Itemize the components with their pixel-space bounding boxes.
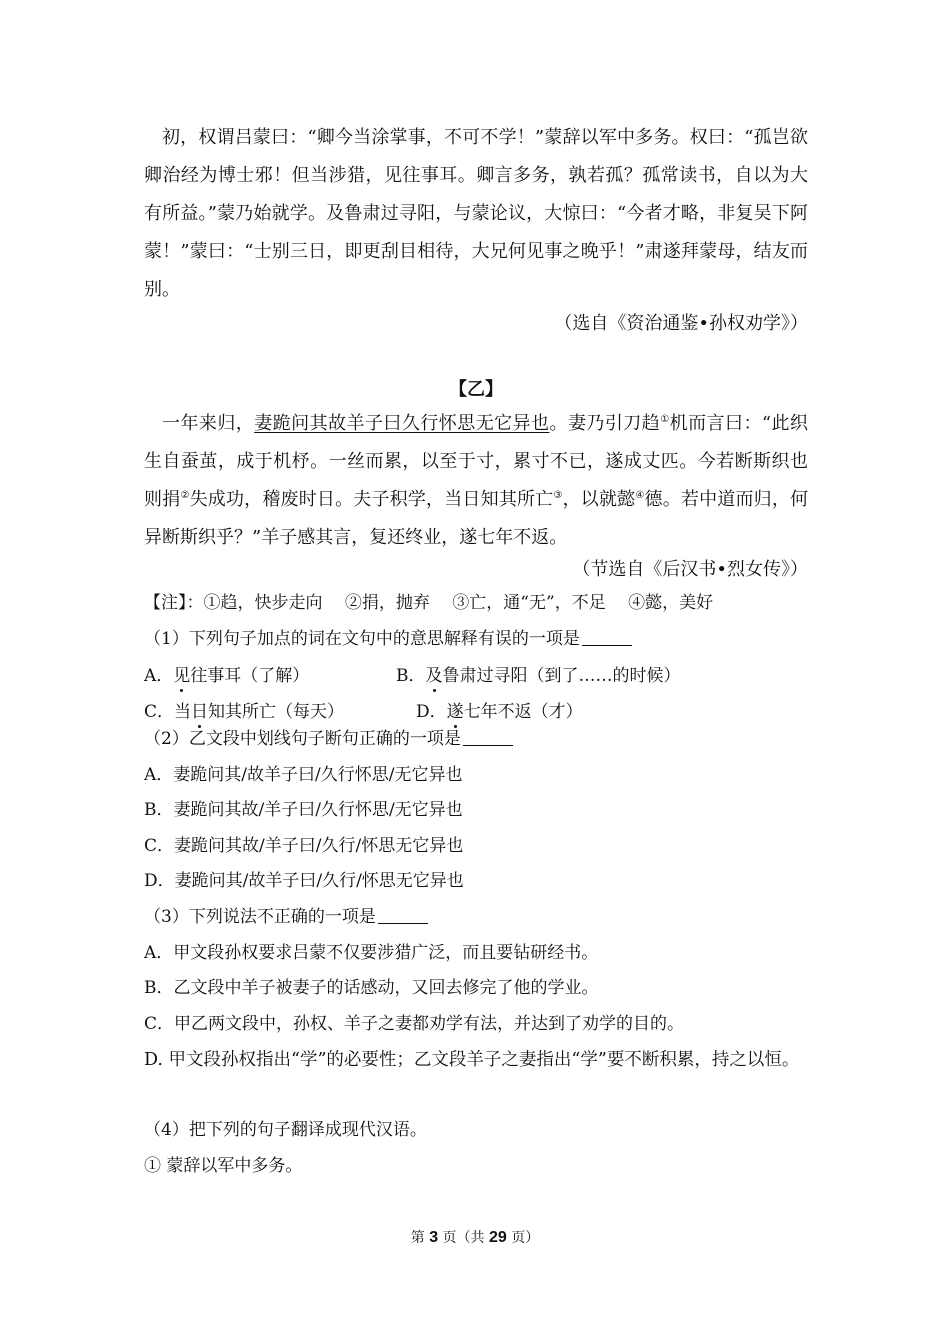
option-letter: B．	[396, 665, 426, 686]
page-number: 3	[429, 1229, 439, 1246]
question-2-option-b: B．妻跪问其故/羊子曰/久行怀思/无它异也	[144, 800, 463, 821]
note-marker-1: ①	[660, 414, 670, 425]
question-3-option-d: D. 甲文段孙权指出“学”的必要性；乙文段羊子之妻指出“学”要不断积累，持之以恒。	[144, 1050, 800, 1071]
question-3-stem	[144, 900, 808, 936]
question-4-stem: （4）把下列的句子翻译成现代汉语。	[144, 1120, 427, 1140]
note-marker-4: ④	[635, 490, 645, 501]
question-4-item-1: ① 蒙辞以军中多务。	[144, 1156, 303, 1176]
yi-text: 失成功，稽废时日。夫子积学，当日知其所亡	[189, 489, 554, 510]
question-3-option-a: A．甲文段孙权要求吕蒙不仅要涉猎广泛，而且要钻研经书。	[144, 942, 599, 963]
answer-blank	[582, 627, 632, 646]
underlined-sentence: 妻跪问其故羊子曰久行怀思无它异也	[254, 413, 550, 434]
option-letter: A．	[144, 665, 174, 686]
option-letter: C．当	[144, 701, 192, 722]
yi-text: ，以就懿	[562, 489, 636, 510]
jia-source: （选自《资治通鉴•孙权劝学》）	[554, 313, 808, 334]
jia-passage: 初，权谓吕蒙曰：“卿今当涂掌事，不可不学！”蒙辞以军中多务。权曰：“孤岂欲卿治经为博士邪！但当涉猎，见往事耳。卿言多务，孰若孤？孤常读书，自以为大有所益。”蒙乃始就学。及鲁肃过寻阳，与蒙论议，大惊曰：“今者才略，非复吴下阿蒙！”蒙曰：“士别三日，即更刮目相待，大兄何见事之晚乎！”肃遂拜蒙母，结友而别。	[144, 127, 808, 300]
option-text: 鲁肃过寻阳（到了……的时候）	[442, 665, 681, 686]
option-text: 往事耳（了解）	[190, 665, 310, 686]
question-1-stem	[144, 622, 808, 658]
option-text: 七年不返（才）	[463, 701, 583, 722]
option-text: 知其所亡（每天）	[208, 701, 345, 722]
question-1	[144, 622, 808, 730]
yi-text: 德。若中道而归，何异断斯织乎？”羊子感其言，复还终业，遂七年不返。	[144, 489, 809, 548]
question-2-stem	[144, 722, 808, 758]
page-footer	[0, 1226, 950, 1250]
yi-passage	[144, 405, 808, 557]
dotted-char: 遂	[446, 701, 464, 722]
dotted-char: 日	[191, 701, 209, 722]
total-pages: 29	[489, 1229, 507, 1246]
option-letter: D．	[416, 701, 447, 722]
dotted-char: 及	[425, 665, 443, 686]
answer-blank	[463, 727, 513, 746]
yi-text-start: 一年来归，	[162, 413, 255, 434]
question-2-text: （2）乙文段中划线句子断句正确的一项是	[144, 729, 461, 749]
dotted-char: 见	[173, 665, 191, 686]
yi-source: （节选自《后汉书•烈女传》）	[572, 559, 808, 580]
yi-heading: 【乙】	[449, 379, 503, 400]
yi-text: 机而言曰：“此织生自蚕茧，成于机杼。一丝而累，以至于寸，累寸不已，遂成丈匹。今若断斯织也则捐	[144, 413, 809, 510]
answer-blank	[378, 905, 428, 924]
note-marker-2: ②	[180, 490, 190, 501]
question-2-option-a: A．妻跪问其/故羊子曰/久行怀思/无它异也	[144, 764, 463, 785]
question-3	[144, 900, 808, 1078]
question-2-option-c: C．妻跪问其故/羊子曰/久行/怀思无它异也	[144, 835, 464, 856]
footer-text: 页）	[506, 1230, 540, 1246]
footer-text: 页（共	[438, 1230, 489, 1246]
question-3-option-b: B．乙文段中羊子被妻子的话感动，又回去修完了他的学业。	[144, 978, 599, 999]
annotation-notes: 【注】：①趋，快步走向 ②捐，抛弃 ③亡，通“无”，不足 ④懿，美好	[144, 593, 714, 613]
note-marker-3: ③	[553, 490, 563, 501]
yi-text: 。妻乃引刀趋	[549, 413, 661, 434]
question-1-text: （1）下列句子加点的词在文句中的意思解释有误的一项是	[144, 629, 580, 649]
question-1-options-ab	[144, 658, 808, 694]
option-b	[396, 658, 681, 694]
question-3-option-c: C．甲乙两文段中，孙权、羊子之妻都劝学有法，并达到了劝学的目的。	[144, 1013, 685, 1034]
footer-text: 第	[410, 1230, 430, 1246]
option-a	[144, 658, 396, 694]
question-2-option-d: D．妻跪问其/故羊子曰/久行/怀思无它异也	[144, 871, 464, 892]
question-3-text: （3）下列说法不正确的一项是	[144, 907, 376, 927]
question-2	[144, 722, 808, 900]
